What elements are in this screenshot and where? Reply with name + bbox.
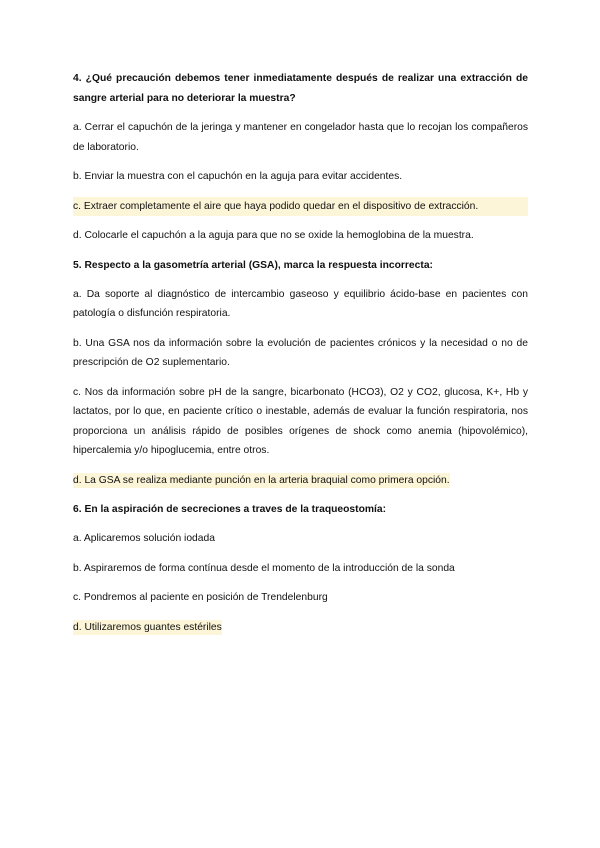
question-6-option-d-highlighted: d. Utilizaremos guantes estériles — [73, 621, 222, 633]
question-4-option-d: d. Colocarle el capuchón a la aguja para que no se oxide la hemoglobina de la muestra. — [73, 230, 474, 241]
question-4-option-c-highlighted: c. Extraer completamente el aire que haya podido quedar en el dispositivo de extracción. — [73, 197, 528, 217]
question-6-option-b: b. Aspiraremos de forma contínua desde el momento de la introducción de la sonda — [73, 562, 455, 574]
question-5-option-d-highlighted: d. La GSA se realiza mediante punción en la arteria braquial como primera opción. — [73, 474, 450, 486]
question-6-option-a: a. Aplicaremos solución iodada — [73, 533, 215, 544]
question-4-option-a: a. Cerrar el capuchón de la jeringa y mantener en congelador hasta que lo recojan los compañeros de laboratorio. — [73, 122, 528, 153]
question-4-title: 4. ¿Qué precaución debemos tener inmediatamente después de realizar una extracción de sangre arterial para no deteriorar la muestra? — [73, 73, 528, 104]
question-6-title: 6. En la aspiración de secreciones a traves de la traqueostomía: — [73, 504, 387, 515]
question-6-option-c: c. Pondremos al paciente en posición de Trendelenburg — [73, 592, 328, 603]
question-4-option-b: b. Enviar la muestra con el capuchón en la aguja para evitar accidentes. — [73, 171, 403, 182]
quiz-content — [73, 69, 528, 647]
question-5-option-a: a. Da soporte al diagnóstico de intercambio gaseoso y equilibrio ácido-base en pacientes con patología o disfunción respiratoria. — [73, 288, 528, 319]
question-5-option-c: c. Nos da información sobre pH de la sangre, bicarbonato (HCO3), O2 y CO2, glucosa, K+, Hb y lactatos, por lo que, en paciente crítico o inestable, además de evaluar la función respiratoria, nos proporciona un análisis rápido de posibles orígenes de shock como anemia (hipovolémico), hipercalemia y/o hipoglucemia, entre otros. — [73, 386, 528, 456]
question-5-option-b: b. Una GSA nos da información sobre la evolución de pacientes crónicos y la necesidad o no de prescripción de O2 suplementario. — [73, 337, 528, 368]
question-5-title: 5. Respecto a la gasometría arterial (GSA), marca la respuesta incorrecta: — [73, 259, 433, 271]
